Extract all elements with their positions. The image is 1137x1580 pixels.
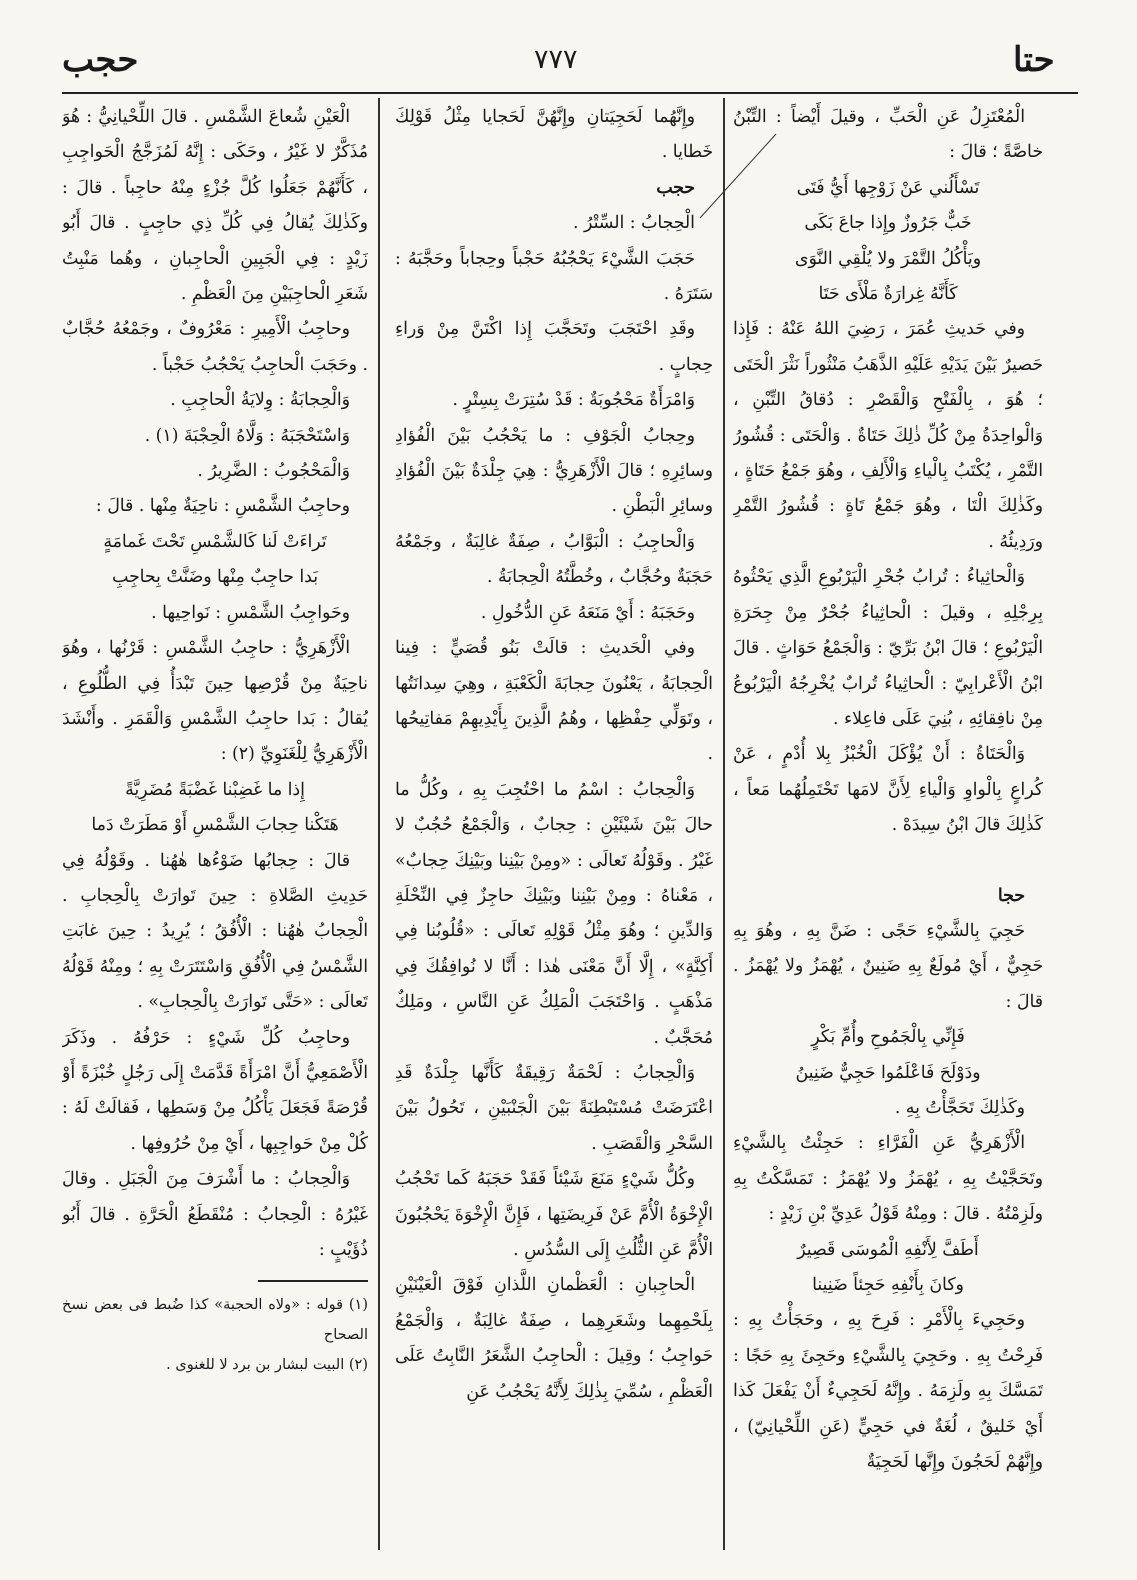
paragraph: الْعَيْنِ شُعاعَ الشَّمْسِ . قالَ اللِّحْيانِيُّ : هُوَ مُذَكَّرٌ لا غَيْرُ ، وحَكَى : إِنَّهُ لَمُزَجَّجُ الْحَواجِبِ ، كَأَنَّهُمْ جَعَلُوا كُلَّ جُزْءٍ مِنْهُ حاجِباً . قالَ : وكَذٰلِكَ يُقالُ فِي كُلِّ ذِي حاجِبٍ . قالَ أَبُو زَيْدٍ : فِي الْجَبِينِ الْحاجِبانِ ، وهُما مَنْبِتُ شَعَرِ الْحاجِبَيْنِ مِنَ الْعَظْمِ .	[62, 107, 368, 305]
paragraph: وفي حَديثِ عُمَرَ ، رَضِيَ اللهُ عَنْهُ : فَإِذا حَصيرٌ بَيْنَ يَدَيْهِ عَلَيْهِ الذَّهَبُ مَنْثُوراً نَثْرَ الْحَتَى ؛ هُوَ ، بِالْفَتْحِ وَالْقَصْرِ : دُقاقُ التِّبْنِ ، وَالْواحِدَةُ مِنْ كُلِّ ذٰلِكَ حَتَاةٌ . وَالْحَتَى : قُشُورُ التَّمْرِ ، يُكْتَبُ بِالْياءِ وَالْأَلِفِ ، وهُوَ جَمْعُ حَتَاةٍ ، وكَذٰلِكَ الْتَا ، وهُوَ جَمْعُ تَاةٍ : قُشُورُ التَّمْرِ ورَدِيئُهُ .	[733, 319, 1043, 552]
paragraph: وَالْحِجابُ : اسْمُ ما احْتُجِبَ بِهِ ، وكُلُّ ما حالَ بَيْنَ شَيْئَيْنِ : حِجابٌ ، وَالْجَمْعُ حُجُبٌ لا غَيْرُ . وقَوْلُهُ تَعالَى : «ومِنْ بَيْنِنا وبَيْنِكَ حِجابٌ» ، مَعْناهُ : ومِنْ بَيْنِنا وبَيْنِكَ حاجِزٌ فِي النِّحْلَةِ وَالدِّينِ ؛ وهُوَ مِثْلُ قَوْلِهِ تَعالَى : «قُلُوبُنا فِي أَكِنَّةٍ» ، إِلَّا أَنَّ مَعْنَى هٰذا : أَنَّا لا نُوافِقُكَ فِي مَذْهَبٍ . وَاحْتَجَبَ الْمَلِكُ عَنِ النَّاسِ ، ومَلِكٌ مُحَجَّبٌ .	[395, 779, 713, 1048]
verse-line: تَسْأَلُني عَنْ زَوْجِها أَيُّ فَتَى	[796, 177, 980, 198]
paragraph: وكُلُّ شَيْءٍ مَنَعَ شَيْئاً فَقَدْ حَجَبَهُ كَما تَحْجُبُ الْإِخْوَةُ الْأُمَّ عَنْ فَرِيضَتِها ، فَإِنَّ الْإِخْوَةَ يَحْجُبُونَ الْأُمَّ عَنِ الثُّلُثِ إِلَى السُّدُسِ .	[395, 1169, 713, 1260]
footnote: (٢) البيت لبشار بن برد لا للغنوى .	[166, 1356, 368, 1373]
paragraph: وحَجِيءَ بِالْأَمْرِ : فَرِحَ بِهِ ، وحَجَأْتُ بِهِ : فَرِحْتُ بِهِ . وحَجِيَ بِالشَّيْءِ وحَجِئَ بِهِ حَجًا : تَمَسَّكَ بِهِ ولَزِمَهُ . وإِنَّهُ لَحَجِيءٌ أَنْ يَفْعَلَ كَذا أَيْ خَليقٌ ، لُغَةٌ في حَجِيٍّ (عَنِ اللِّحْيانِيّ) ، وإِنَّهُمْ لَحَجُونَ وإِنَّها لَحَجِيَةٌ	[733, 1310, 1043, 1473]
paragraph: الْأَزْهَرِيُّ عَنِ الْفَرَّاءِ : حَجِئْتُ بِالشَّيْءِ وتَحَجَّيْتُ بِهِ ، يُهْمَزُ ولا يُهْمَزُ : تَمَسَّكْتُ بِهِ ولَزِمْتُهُ . قالَ : ومِنْهُ قَوْلُ عَدِيِّ بْنِ زَيْدٍ :	[733, 1133, 1043, 1225]
paragraph: وكَذٰلِكَ تَحَجَّأْتُ بِهِ .	[894, 1097, 1025, 1118]
paragraph: وحاجِبُ كُلِّ شَيْءٍ : حَرْفُهُ . وذَكَرَ الْأَصْمَعِيُّ أَنَّ امْرَأَةً قَدَّمَتْ إِلَى رَجُلٍ خُبْزَةً أَوْ قُرْصَةً فَجَعَلَ يَأْكُلُ مِنْ وَسَطِها ، فَقالَتْ لَهُ : كُلْ مِنْ حَواجِبِها ، أَيْ مِنْ حُرُوفِها .	[62, 1027, 368, 1154]
paragraph: الْحِجابُ : السِّتْرُ .	[573, 213, 695, 234]
entry-headword-hjb: حجب	[656, 177, 695, 198]
verse-line: ودَوْلَحَ فَاعْلَمُوا حَجِيٌّ ضَنِينُ	[795, 1062, 981, 1083]
page-number: ٧٧٧	[534, 44, 578, 75]
paragraph: وَالْحاثِياءُ : تُرابُ جُحْرِ الْيَرْبُوعِ الَّذِي يَحْثُوهُ بِرِجْلِهِ ، وقيلَ : الْحاثِياءُ جُحْرٌ مِنْ جِحَرَةِ الْيَرْبُوعِ ؛ قالَ ابْنُ بَرِّيّ : وَالْجَمْعُ حَوَاثٍ . قالَ ابْنُ الْأَعْرابِيّ : الْحاثِياءُ تُرابٌ يُخْرِجُهُ الْيَرْبُوعُ مِنْ نافِقائِهِ ، بُنِيَ عَلَى فاعِلاء .	[733, 567, 1043, 729]
paragraph: حَجَبَ الشَّيْءَ يَحْجُبُهُ حَجْباً وحِجاباً وحَجَّبَهُ : سَتَرَهُ .	[395, 248, 713, 305]
entry-gap	[733, 844, 1043, 879]
verse-line: بَدا حاجِبٌ مِنْها وضَنَّتْ بِحاجِبِ	[111, 567, 319, 588]
header-rule	[62, 92, 1078, 94]
footnote: (١) قوله : «ولاه الحجبة» كذا ضُبط فى بعض نسخ الصحاح	[62, 1296, 368, 1343]
verse-line: إِذا ما غَضِبْنا غَضْبَةً مُضَرِيَّةً	[125, 779, 305, 800]
paragraph: وَالْحَتَاةُ : أَنْ يُؤْكَلَ الْخُبْزُ بِلا أُدْمٍ ، عَنْ كُراعٍ بِالْواوِ وَالْياءِ لِأَنَّ لامَها تَحْتَمِلُهُما مَعاً ، كَذٰلِكَ قالَ ابْنُ سِيدَهْ .	[733, 744, 1043, 836]
paragraph: وَالْمَحْجُوبُ : الضَّرِيرُ .	[197, 461, 350, 482]
verse-line: وكانَ بِأَنْفِهِ حَجِئاً ضَنِينا	[812, 1275, 964, 1295]
paragraph: وفي الْحَديثِ : قالَتْ بَنُو قُصَيٍّ : فِينا الْحِجابَةُ ، يَعْنُونَ حِجابَةَ الْكَعْبَةِ ، وهِيَ سِدانَتُها ، وتَوَلِّي حِفْظِها ، وهُمُ الَّذِينَ بِأَيْدِيهِمْ مَفاتِيحُها .	[395, 638, 713, 765]
header-right-catchword: حتا	[1013, 40, 1055, 80]
verse-line: تَراءَتْ لَنا كَالشَّمْسِ تَحْتَ غَمامَةٍ	[103, 531, 327, 552]
paragraph: حَجِيَ بِالشَّيْءِ حَجًى : ضَنَّ بِهِ ، وهُوَ بِهِ حَجِيٌّ ، أَيْ مُولَعٌ بِهِ ضَنِينٌ ، يُهْمَزُ ولا يُهْمَزُ . قالَ :	[733, 920, 1043, 1012]
paragraph: وَامْرَأَةٌ مَحْجُوبَةٌ : قَدْ سُتِرَتْ بِسِتْرٍ .	[452, 390, 695, 411]
right-column	[733, 100, 1043, 1550]
left-column	[62, 100, 368, 1550]
verse-line: كَأَنَّهُ غِرارَةٌ مَلْأَى حَتَا	[818, 284, 958, 305]
header-left-catchword: حجب	[62, 40, 139, 80]
paragraph: وإِنَّهُما لَحَجِيَتانِ وإِنَّهُنَّ لَحَجايا مِثْلُ قَوْلِكَ خَطايا .	[395, 107, 713, 163]
column-divider-left	[378, 98, 380, 1550]
verse-line: خَبٌّ جَرُوزٌ وإِذا جاعَ بَكَى	[804, 213, 972, 234]
paragraph: وَالْحِجابُ : ما أَشْرَفَ مِنَ الْجَبَلِ . وقالَ غَيْرُهُ : الْحِجابُ : مُنْقَطَعُ الْحَرَّةِ . قالَ أَبُو ذُؤَيْبٍ :	[62, 1169, 368, 1260]
paragraph: الْحاجِبانِ : الْعَظْمانِ اللَّذانِ فَوْقَ الْعَيْنَيْنِ بِلَحْمِهِما وشَعَرِهِما ، صِفَةٌ غالِبَةٌ ، وَالْجَمْعُ حَواجِبُ ؛ وقِيلَ : الْحاجِبُ الشَّعَرُ النَّابِتُ عَلَى الْعَظْمِ ، سُمِّيَ بِذٰلِكَ لِأَنَّهُ يَحْجُبُ عَنِ	[395, 1275, 713, 1402]
paragraph: وحَواجِبُ الشَّمْسِ : نَواحِيها .	[151, 602, 350, 623]
paragraph: الْأَزْهَرِيُّ : حاجِبُ الشَّمْسِ : قَرْنُها ، وهُوَ ناحِيَةٌ مِنْ قُرْصِها حِينَ تَبْدَأُ فِي الطُّلُوعِ ، يُقالُ : بَدا حاجِبُ الشَّمْسِ وَالْقَمَرِ . وأَنْشَدَ الْأَزْهَرِيُّ لِلْغَنَوِيِّ (٢) :	[62, 638, 368, 765]
paragraph: وحاجِبُ الشَّمْسِ : ناحِيَةٌ مِنْها . قالَ :	[95, 496, 350, 517]
entry-headword-hja: حجا	[997, 885, 1025, 906]
paragraph: وحِجابُ الْجَوْفِ : ما يَحْجُبُ بَيْنَ الْفُؤادِ وسائِرِهِ ؛ قالَ الْأَزْهَرِيُّ : هِيَ جِلْدَةٌ بَيْنَ الْفُؤادِ وسائِرِ الْبَطْنِ .	[395, 425, 713, 517]
paragraph: وَالْحِجابُ : لَحْمَةٌ رَقِيقَةٌ كَأَنَّها جِلْدَةٌ قَدِ اعْتَرَضَتْ مُسْتَبْطِنَةً بَيْنَ الْجَنْبَيْنِ ، تَحُولُ بَيْنَ السَّحْرِ وَالْقَصَبِ .	[395, 1062, 713, 1154]
paragraph: وقَدِ احْتَجَبَ وتَحَجَّبَ إِذا اكْتَنَّ مِنْ وَراءِ حِجابٍ .	[395, 319, 713, 375]
footnote-rule	[258, 1280, 368, 1282]
paragraph: الْمُعْتَزِلُ عَنِ الْحَبِّ ، وقيلَ أَيْضاً : التِّبْنُ خاصَّةً ؛ قالَ :	[733, 107, 1043, 163]
verse-line: فَإِنِّي بِالْجَمُوحِ وأُمِّ بَكْرٍ	[811, 1027, 965, 1048]
paragraph: قالَ : حِجابُها ضَوْءُها هٰهُنا . وقَوْلُهُ فِي حَدِيثِ الصَّلاةِ : حِينَ تَوارَتْ بِالْحِجابِ . الْحِجابُ هٰهُنا : الْأُفُقُ ؛ يُرِيدُ : حِينَ غابَتِ الشَّمْسُ فِي الْأُفُقِ وَاسْتَتَرَتْ بِهِ ؛ ومِنْهُ قَوْلُهُ تَعالَى : «حَتَّى تَوارَتْ بِالْحِجابِ» .	[62, 850, 368, 1013]
paragraph: وَالْحاجِبُ : الْبَوَّابُ ، صِفَةٌ غالِبَةٌ ، وجَمْعُهُ حَجَبَةٌ وحُجَّابٌ ، وخُطَّتُهُ الْحِجابَةُ .	[395, 531, 713, 588]
paragraph: وَاسْتَحْجَبَهُ : وَلَّاهُ الْحِجْبَةَ (١) .	[144, 425, 350, 446]
paragraph: وحاجِبُ الْأَمِيرِ : مَعْرُوفٌ ، وجَمْعُهُ حُجَّابٌ . وحَجَبَ الْحاجِبُ يَحْجُبُ حَجْباً .	[62, 319, 368, 375]
paragraph: وحَجَبَهُ : أَيْ مَنَعَهُ عَنِ الدُّخُولِ .	[480, 602, 695, 623]
verse-line: ويَأْكُلُ التَّمْرَ ولا يُلْقِي النَّوَى	[794, 248, 982, 269]
verse-line: هَتَكْنا حِجابَ الشَّمْسِ أَوْ مَطَرَتْ دَما	[91, 815, 339, 836]
column-divider-right	[723, 98, 725, 1550]
middle-column	[395, 100, 713, 1550]
verse-line: أَطَفَّ لِأَنْفِهِ الْمُوسَى قَصِيرٌ	[797, 1239, 979, 1260]
paragraph: وَالْحِجابَةُ : وِلايَةُ الْحاجِبِ .	[170, 390, 350, 411]
